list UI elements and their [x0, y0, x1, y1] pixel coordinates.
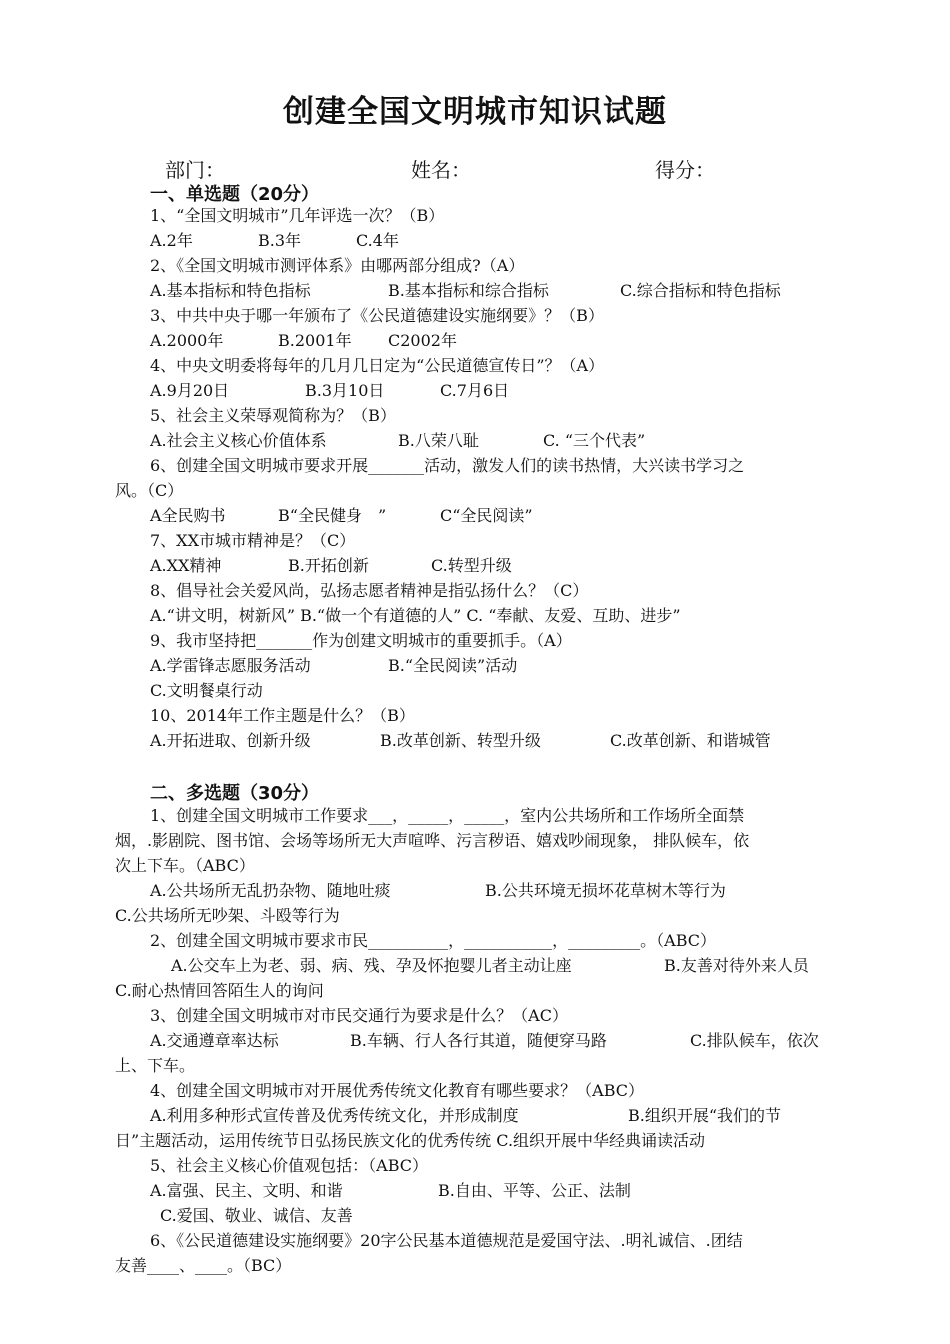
option: C.排队候车，依次 — [690, 1031, 819, 1050]
options-line: C.爱国、敬业、诚信、友善 — [160, 1206, 353, 1225]
option: C“全民阅读” — [440, 506, 533, 525]
question-line: 2、创建全国文明城市要求市民__________，___________，_________。（ABC） — [150, 931, 717, 950]
option: B.公共环境无损坏花草树木等行为 — [485, 881, 726, 900]
question-line: 6、创建全国文明城市要求开展_______活动，激发人们的读书热情，大兴读书学习之 — [150, 456, 745, 475]
question-line: 10、2014年工作主题是什么？（B） — [150, 706, 415, 725]
option: C.改革创新、和谐城管 — [610, 731, 771, 750]
question-line: 1、创建全国文明城市工作要求___，_____，_____，室内公共场所和工作场所全面禁 — [150, 806, 745, 825]
option: A.富强、民主、文明、和谐 — [150, 1181, 343, 1200]
question-line: 4、创建全国文明城市对开展优秀传统文化教育有哪些要求？（ABC） — [150, 1081, 645, 1100]
options-line — [150, 506, 533, 526]
name-label: 姓名： — [411, 158, 471, 182]
option: C2002年 — [388, 331, 457, 350]
options-line — [150, 881, 726, 901]
option: B.开拓创新 — [288, 556, 369, 575]
option: A.公交车上为老、弱、病、残、孕及怀抱婴儿者主动让座 — [171, 956, 572, 975]
option: A.公共场所无乱扔杂物、随地吐痰 — [150, 881, 391, 900]
options-line — [150, 556, 512, 576]
options-line — [150, 1106, 781, 1126]
question-line: 友善____、____。（BC） — [115, 1256, 292, 1275]
question-line: 2、《全国文明城市测评体系》由哪两部分组成?（A） — [150, 256, 525, 275]
option: A.2000年 — [150, 331, 224, 350]
option: B.3月10日 — [305, 381, 385, 400]
option: A.2年 — [150, 231, 193, 250]
option: A.学雷锋志愿服务活动 — [150, 656, 311, 675]
option: A.开拓进取、创新升级 — [150, 731, 311, 750]
question-line: 风。（C） — [115, 481, 184, 500]
option: A.利用多种形式宣传普及优秀传统文化，并形成制度 — [150, 1106, 519, 1125]
department-label: 部门： — [165, 158, 225, 182]
question-line: 6、《公民道德建设实施纲要》20字公民基本道德规范是爱国守法、.明礼诚信、.团结 — [150, 1231, 743, 1250]
question-line: 5、社会主义核心价值观包括：（ABC） — [150, 1156, 429, 1175]
question-line: 1、“全国文明城市”几年评选一次？（B） — [150, 206, 445, 225]
option: B.友善对待外来人员 — [664, 956, 809, 975]
option: C.7月6日 — [440, 381, 510, 400]
options-line: C.公共场所无吵架、斗殴等行为 — [115, 906, 340, 925]
option: B.自由、平等、公正、法制 — [438, 1181, 631, 1200]
options-line: C.耐心热情回答陌生人的询问 — [115, 981, 324, 1000]
options-line — [150, 281, 781, 301]
question-line: 9、我市坚持把_______作为创建文明城市的重要抓手。（A） — [150, 631, 572, 650]
question-line: 5、社会主义荣辱观简称为？（B） — [150, 406, 396, 425]
option: A.XX精神 — [150, 556, 222, 575]
question-line: 烟，.影剧院、图书馆、会场等场所无大声喧哗、污言秽语、嬉戏吵闹现象， 排队候车，依 — [115, 831, 750, 850]
options-line: 上、下车。 — [115, 1056, 196, 1075]
options-line — [150, 381, 509, 401]
option: A.基本指标和特色指标 — [150, 281, 311, 300]
option: C.4年 — [356, 231, 399, 250]
options-line — [150, 1031, 819, 1051]
options-line — [150, 431, 645, 451]
option: B“全民健身 ” — [278, 506, 387, 525]
question-line: 3、创建全国文明城市对市民交通行为要求是什么？（AC） — [150, 1006, 568, 1025]
options-line — [150, 731, 771, 751]
option: B.改革创新、转型升级 — [380, 731, 541, 750]
question-line: 8、倡导社会关爱风尚，弘扬志愿者精神是指弘扬什么？（C） — [150, 581, 589, 600]
option: B.车辆、行人各行其道，随便穿马路 — [350, 1031, 607, 1050]
section-heading-single-choice: 一、单选题（20分） — [150, 184, 320, 205]
options-line — [150, 231, 399, 251]
option: B.2001年 — [278, 331, 352, 350]
option: C.转型升级 — [431, 556, 512, 575]
option: B.3年 — [258, 231, 302, 250]
option: A.9月20日 — [150, 381, 230, 400]
page-title: 创建全国文明城市知识试题 — [283, 94, 667, 130]
option: B.八荣八耻 — [398, 431, 479, 450]
options-line: A.“讲文明，树新风” B.“做一个有道德的人” C. “奉献、友爱、互助、进步” — [150, 606, 681, 625]
option: A全民购书 — [150, 506, 226, 525]
options-line: C.文明餐桌行动 — [150, 681, 263, 700]
options-line — [171, 956, 809, 976]
option: A.社会主义核心价值体系 — [150, 431, 327, 450]
options-line — [150, 656, 517, 676]
option: B.基本指标和综合指标 — [388, 281, 549, 300]
score-label: 得分： — [655, 158, 715, 182]
option: C.综合指标和特色指标 — [620, 281, 781, 300]
section-heading-multiple-choice: 二、多选题（30分） — [150, 783, 320, 804]
option: C. “三个代表” — [543, 431, 646, 450]
options-line — [150, 1181, 631, 1201]
question-line: 4、中央文明委将每年的几月几日定为“公民道德宣传日”？（A） — [150, 356, 605, 375]
question-line: 次上下车。（ABC） — [115, 856, 255, 875]
option: B.组织开展“我们的节 — [628, 1106, 782, 1125]
option: B.“全民阅读”活动 — [388, 656, 518, 675]
options-line: 日”主题活动，运用传统节日弘扬民族文化的优秀传统 C.组织开展中华经典诵读活动 — [115, 1131, 706, 1150]
option: A.交通遵章率达标 — [150, 1031, 279, 1050]
options-line — [150, 331, 457, 351]
question-line: 3、中共中央于哪一年颁布了《公民道德建设实施纲要》？（B） — [150, 306, 604, 325]
question-line: 7、XX市城市精神是？（C） — [150, 531, 356, 550]
